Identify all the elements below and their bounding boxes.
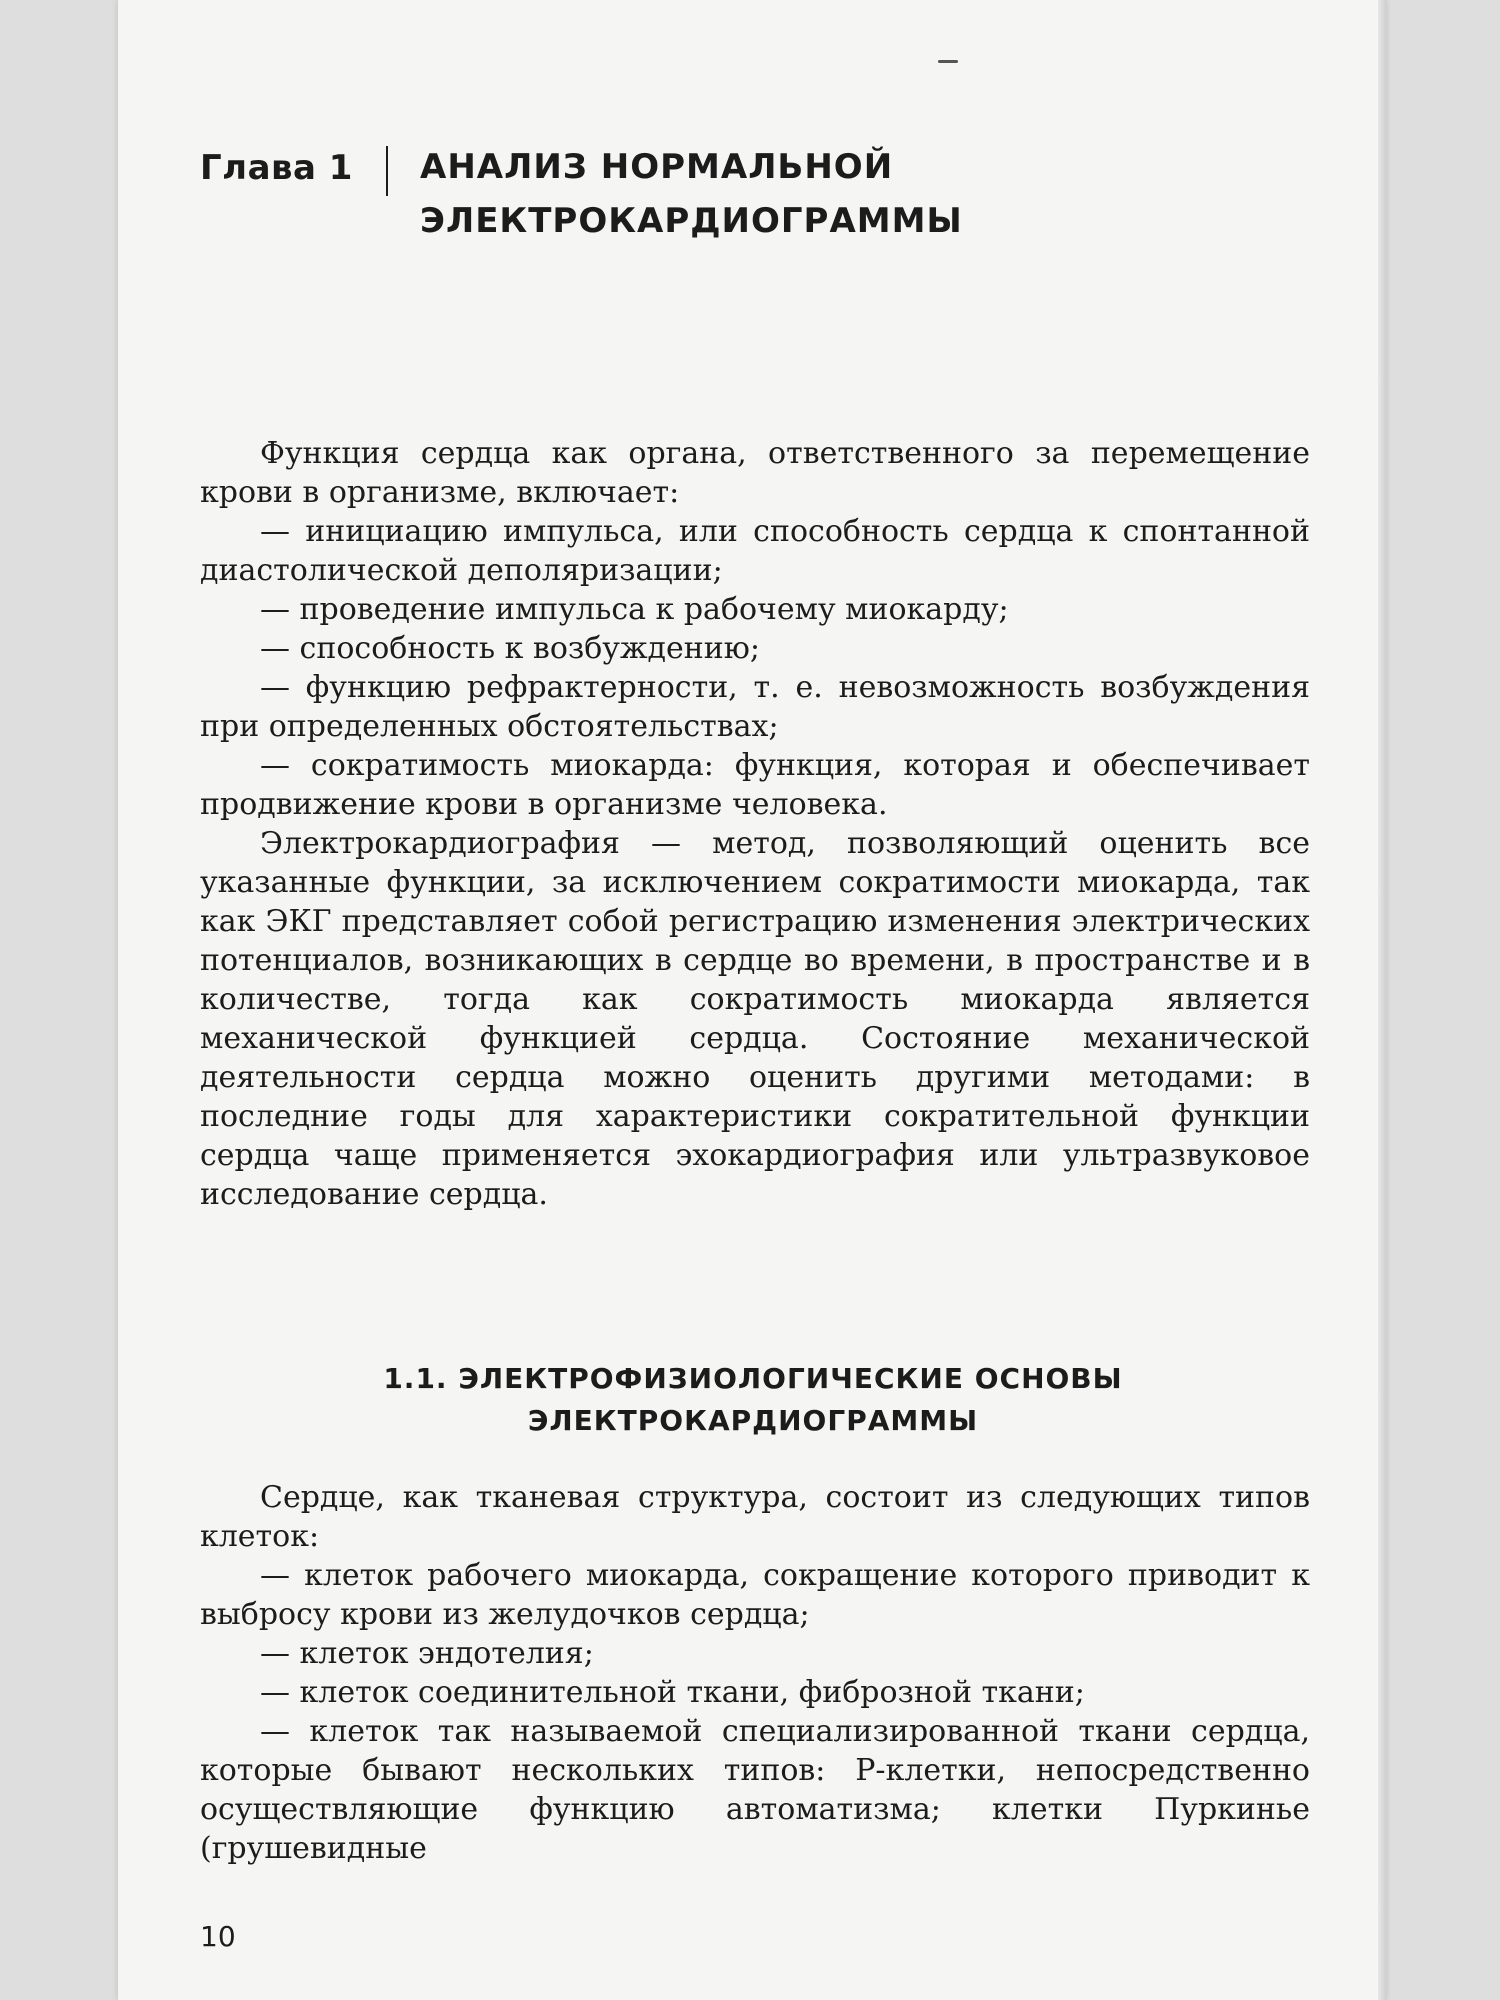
ecg-paragraph: Электрокардиография — метод, позволяющий оценить все указанные функции, за исключением сократимости миокарда, так как ЭКГ представляет собой регистрацию изменения электрических потенциалов, возникающих в сердце во времени, в пространстве и в количестве, тогда как сократимость миокарда является механической функцией сердца. Состояние механической деятельности сердца можно оценить другими методами: в последние годы для характеристики сократительной функции сердца чаще применяется эхокардиография или ультразвуковое исследование сердца. bbox=[200, 826, 1310, 1212]
chapter-title-line1: АНАЛИЗ НОРМАЛЬНОЙ bbox=[420, 147, 894, 187]
chapter-title bbox=[420, 140, 963, 248]
chapter-header bbox=[188, 140, 1318, 250]
intro-text bbox=[200, 434, 1310, 1214]
list-item: — проведение импульса к рабочему миокарду; bbox=[260, 592, 1009, 627]
list-item: — клеток рабочего миокарда, сокращение которого приводит к выбросу крови из желудочков сердца; bbox=[200, 1558, 1310, 1632]
list-item: — клеток эндотелия; bbox=[260, 1636, 594, 1671]
list-item: — функцию рефрактерности, т. е. невозможность возбуждения при определенных обстоятельствах; bbox=[200, 670, 1310, 744]
section-title-line1: 1.1. ЭЛЕКТРОФИЗИОЛОГИЧЕСКИЕ ОСНОВЫ bbox=[383, 1362, 1123, 1395]
section-text bbox=[200, 1478, 1310, 1868]
section-title bbox=[188, 1358, 1318, 1442]
print-smudge bbox=[938, 60, 958, 63]
list-item: — клеток соединительной ткани, фиброзной ткани; bbox=[260, 1675, 1085, 1710]
book-page bbox=[118, 0, 1386, 2000]
intro-paragraph: Функция сердца как органа, ответственного за перемещение крови в организме, включает: bbox=[200, 436, 1310, 510]
chapter-divider bbox=[386, 146, 388, 196]
list-item: — клеток так называемой специализированной ткани сердца, которые бывают нескольких типов: Р-клетки, непосредственно осуществляющие функцию автоматизма; клетки Пуркинье (грушевидные bbox=[200, 1714, 1310, 1866]
chapter-label: Глава 1 bbox=[200, 148, 353, 188]
list-item: — сократимость миокарда: функция, которая и обеспечивает продвижение крови в организме человека. bbox=[200, 748, 1310, 822]
list-item: — инициацию импульса, или способность сердца к спонтанной диастолической деполяризации; bbox=[200, 514, 1310, 588]
section-paragraph: Сердце, как тканевая структура, состоит из следующих типов клеток: bbox=[200, 1480, 1310, 1554]
chapter-title-line2: ЭЛЕКТРОКАРДИОГРАММЫ bbox=[420, 201, 963, 241]
page-edge bbox=[1378, 0, 1386, 2000]
list-item: — способность к возбуждению; bbox=[260, 631, 760, 666]
section-title-line2: ЭЛЕКТРОКАРДИОГРАММЫ bbox=[527, 1404, 979, 1437]
page-number: 10 bbox=[200, 1920, 236, 1953]
